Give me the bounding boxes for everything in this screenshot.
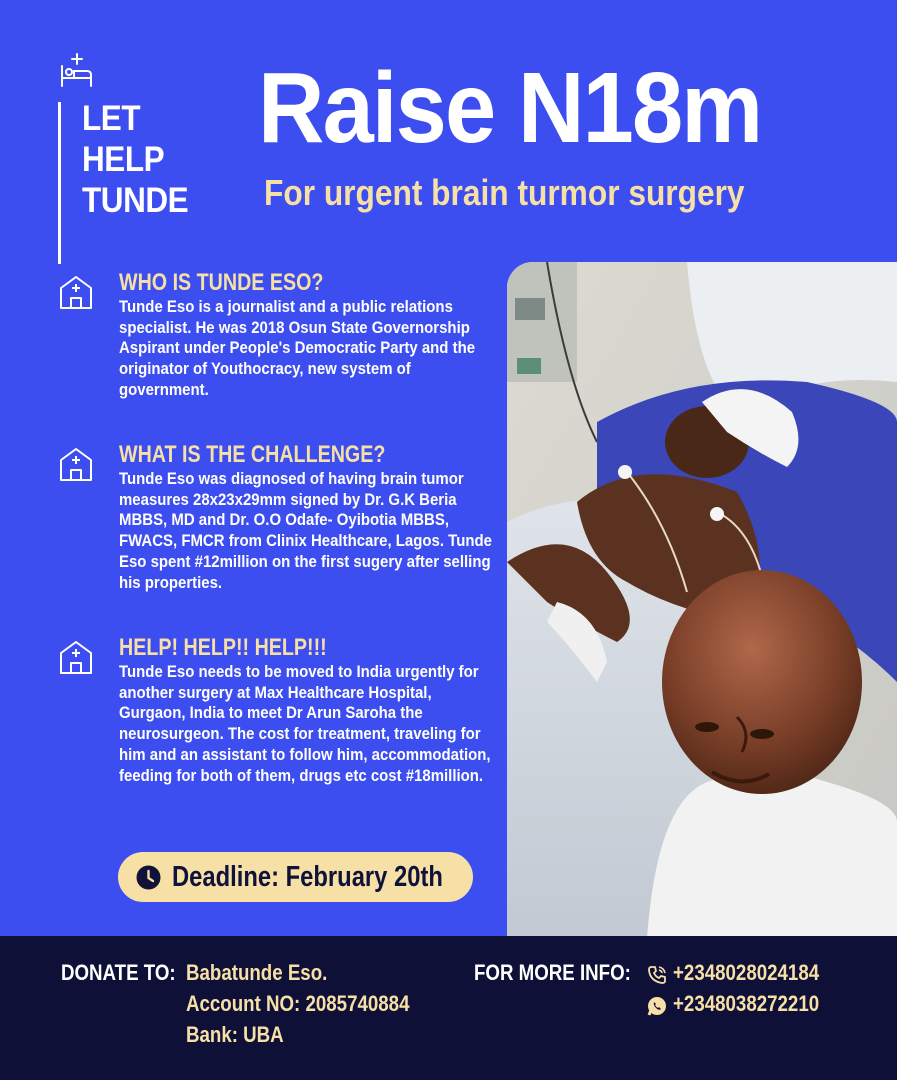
bank-name: Bank: UBA [186,1022,284,1047]
hospital-scene-image [507,262,897,938]
donate-label: DONATE TO: [61,960,176,985]
section-body: Tunde Eso was diagnosed of having brain tumor measures 28x23x29mm signed by Dr. G.K Beria MBBS, MD and Dr. O.O Odafe- Oyibotia MBBS, FWACS, FMCR from Clinix Healthcare, Lagos. Tunde Eso spent #12million on the first sugery after selling his properties. [119,469,492,592]
deadline-badge [118,852,473,902]
phone-number-2[interactable]: +2348038272210 [673,991,820,1016]
hospital-icon [58,274,94,310]
account-name: Babatunde Eso. [186,960,328,985]
more-info-label: FOR MORE INFO: [474,960,631,985]
logo-text [82,98,200,221]
section-title: HELP! HELP!! HELP!!! [119,634,327,661]
hospital-bed-icon [60,52,94,88]
section-body: Tunde Eso needs to be moved to India urgently for another surgery at Max Healthcare Hospital, Gurgaon, India to meet Dr Arun Saroha the neurosurgeon. The cost for treatment, traveling for him and an assistant to follow him, accommodation, feeding for both of them, drugs etc cost #18million. [119,662,491,785]
hospital-icon [58,446,94,482]
subheadline: For urgent brain turmor surgery [264,172,745,213]
account-number: Account NO: 2085740884 [186,991,410,1016]
section-body: Tunde Eso is a journalist and a public relations specialist. He was 2018 Osun State Governorship Aspirant under People's Democratic Party and the originator of Youthocracy, new system of government. [119,297,476,399]
hospital-icon [58,639,94,675]
phone-number-1[interactable]: +2348028024184 [673,960,820,985]
phone-icon [647,965,667,985]
patient-photo [507,262,897,938]
footer [0,936,897,1080]
headline: Raise N18m [258,52,762,164]
whatsapp-icon [647,996,667,1016]
logo-line-1: LET [82,99,141,138]
clock-icon [136,865,161,890]
logo-line-2: HELP [82,140,165,179]
logo-divider [58,102,61,264]
section-title: WHO IS TUNDE ESO? [119,269,324,296]
logo [58,52,198,220]
deadline-text: Deadline: February 20th [172,861,443,893]
logo-line-3: TUNDE [82,181,189,220]
section-title: WHAT IS THE CHALLENGE? [119,441,386,468]
